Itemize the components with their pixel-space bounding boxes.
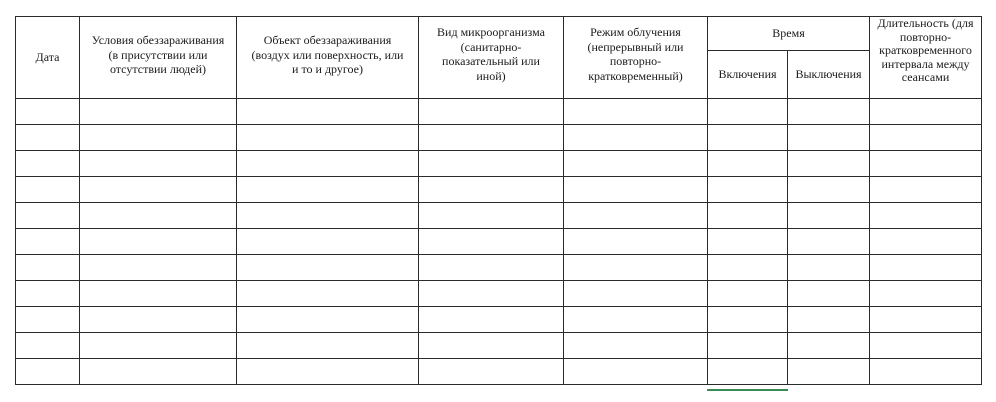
table-cell[interactable] bbox=[564, 125, 708, 151]
table-cell[interactable] bbox=[708, 333, 788, 359]
table-cell[interactable] bbox=[237, 229, 419, 255]
table-cell[interactable] bbox=[870, 125, 982, 151]
table-cell[interactable] bbox=[708, 125, 788, 151]
table-cell[interactable] bbox=[708, 255, 788, 281]
table-cell[interactable] bbox=[788, 229, 870, 255]
table-cell[interactable] bbox=[237, 359, 419, 385]
table-cell[interactable] bbox=[237, 281, 419, 307]
table-cell[interactable] bbox=[419, 99, 564, 125]
table-cell[interactable] bbox=[80, 151, 237, 177]
table-cell[interactable] bbox=[870, 255, 982, 281]
table-cell[interactable] bbox=[564, 229, 708, 255]
header-microorganism: Вид микроорганизма (санитарно- показательный или иной) bbox=[419, 17, 564, 99]
table-cell[interactable] bbox=[564, 359, 708, 385]
table-cell[interactable] bbox=[419, 203, 564, 229]
table-cell[interactable] bbox=[708, 151, 788, 177]
table-cell[interactable] bbox=[564, 99, 708, 125]
table-cell[interactable] bbox=[788, 99, 870, 125]
table-cell[interactable] bbox=[16, 203, 80, 229]
table-row bbox=[16, 203, 982, 229]
table-cell[interactable] bbox=[870, 99, 982, 125]
table-cell[interactable] bbox=[16, 177, 80, 203]
table-cell[interactable] bbox=[419, 177, 564, 203]
table-row bbox=[16, 255, 982, 281]
cell-highlight-mark bbox=[707, 389, 788, 391]
table-cell[interactable] bbox=[16, 281, 80, 307]
table-cell[interactable] bbox=[870, 177, 982, 203]
table-cell[interactable] bbox=[788, 333, 870, 359]
table-cell[interactable] bbox=[419, 281, 564, 307]
table-cell[interactable] bbox=[80, 125, 237, 151]
table-row bbox=[16, 151, 982, 177]
table-cell[interactable] bbox=[237, 177, 419, 203]
table-cell[interactable] bbox=[564, 307, 708, 333]
table-cell[interactable] bbox=[16, 307, 80, 333]
table-cell[interactable] bbox=[80, 281, 237, 307]
table-cell[interactable] bbox=[16, 255, 80, 281]
table-cell[interactable] bbox=[419, 359, 564, 385]
table-body bbox=[16, 99, 982, 385]
table-cell[interactable] bbox=[788, 281, 870, 307]
table-cell[interactable] bbox=[237, 125, 419, 151]
table-cell[interactable] bbox=[708, 203, 788, 229]
table-cell[interactable] bbox=[870, 203, 982, 229]
table-cell[interactable] bbox=[708, 281, 788, 307]
table-cell[interactable] bbox=[870, 359, 982, 385]
table-cell[interactable] bbox=[870, 333, 982, 359]
table-row bbox=[16, 333, 982, 359]
table-cell[interactable] bbox=[564, 333, 708, 359]
header-duration: Длительность (для повторно- кратковременного интервала между сеансами bbox=[870, 17, 982, 99]
table-cell[interactable] bbox=[788, 359, 870, 385]
table-cell[interactable] bbox=[419, 333, 564, 359]
table-cell[interactable] bbox=[419, 229, 564, 255]
header-mode: Режим облучения (непрерывный или повторно- кратковременный) bbox=[564, 17, 708, 99]
table-cell[interactable] bbox=[237, 255, 419, 281]
table-cell[interactable] bbox=[870, 307, 982, 333]
table-cell[interactable] bbox=[788, 307, 870, 333]
table-cell[interactable] bbox=[708, 229, 788, 255]
table-cell[interactable] bbox=[788, 125, 870, 151]
table-cell[interactable] bbox=[564, 151, 708, 177]
header-time-on: Включения bbox=[708, 51, 788, 99]
table-cell[interactable] bbox=[564, 177, 708, 203]
table-cell[interactable] bbox=[708, 359, 788, 385]
table-cell[interactable] bbox=[237, 333, 419, 359]
header-time: Время bbox=[708, 17, 870, 51]
table-cell[interactable] bbox=[708, 99, 788, 125]
table-cell[interactable] bbox=[16, 229, 80, 255]
disinfection-log-table bbox=[15, 16, 982, 385]
table-row bbox=[16, 99, 982, 125]
table-cell[interactable] bbox=[80, 203, 237, 229]
table-cell[interactable] bbox=[237, 307, 419, 333]
table-cell[interactable] bbox=[16, 333, 80, 359]
table-cell[interactable] bbox=[708, 307, 788, 333]
header-object: Объект обеззараживания (воздух или поверхность, или и то и другое) bbox=[237, 17, 419, 99]
table-row bbox=[16, 359, 982, 385]
table-row bbox=[16, 125, 982, 151]
header-conditions: Условия обеззараживания (в присутствии или отсутствии людей) bbox=[80, 17, 237, 99]
table-cell[interactable] bbox=[419, 151, 564, 177]
table-cell[interactable] bbox=[80, 177, 237, 203]
header-date: Дата bbox=[16, 17, 80, 99]
table-cell[interactable] bbox=[870, 151, 982, 177]
table-cell[interactable] bbox=[16, 125, 80, 151]
header-time-off: Выключения bbox=[788, 51, 870, 99]
table-row bbox=[16, 229, 982, 255]
table-cell[interactable] bbox=[564, 203, 708, 229]
table-cell[interactable] bbox=[788, 203, 870, 229]
table-cell[interactable] bbox=[80, 333, 237, 359]
table-cell[interactable] bbox=[708, 177, 788, 203]
table-cell[interactable] bbox=[80, 307, 237, 333]
table-cell[interactable] bbox=[419, 307, 564, 333]
table-cell[interactable] bbox=[419, 255, 564, 281]
table-cell[interactable] bbox=[870, 229, 982, 255]
table-cell[interactable] bbox=[419, 125, 564, 151]
table-cell[interactable] bbox=[80, 229, 237, 255]
table-cell[interactable] bbox=[564, 281, 708, 307]
table-cell[interactable] bbox=[16, 151, 80, 177]
table-cell[interactable] bbox=[80, 255, 237, 281]
table-cell[interactable] bbox=[788, 255, 870, 281]
table-cell[interactable] bbox=[788, 177, 870, 203]
table-row bbox=[16, 281, 982, 307]
table-cell[interactable] bbox=[788, 151, 870, 177]
table-cell[interactable] bbox=[80, 359, 237, 385]
table-cell[interactable] bbox=[80, 99, 237, 125]
table-row bbox=[16, 177, 982, 203]
table-cell[interactable] bbox=[564, 255, 708, 281]
table-cell[interactable] bbox=[16, 99, 80, 125]
table-cell[interactable] bbox=[237, 151, 419, 177]
table-cell[interactable] bbox=[16, 359, 80, 385]
table-cell[interactable] bbox=[237, 203, 419, 229]
table-cell[interactable] bbox=[237, 99, 419, 125]
table-cell[interactable] bbox=[870, 281, 982, 307]
table-row bbox=[16, 307, 982, 333]
